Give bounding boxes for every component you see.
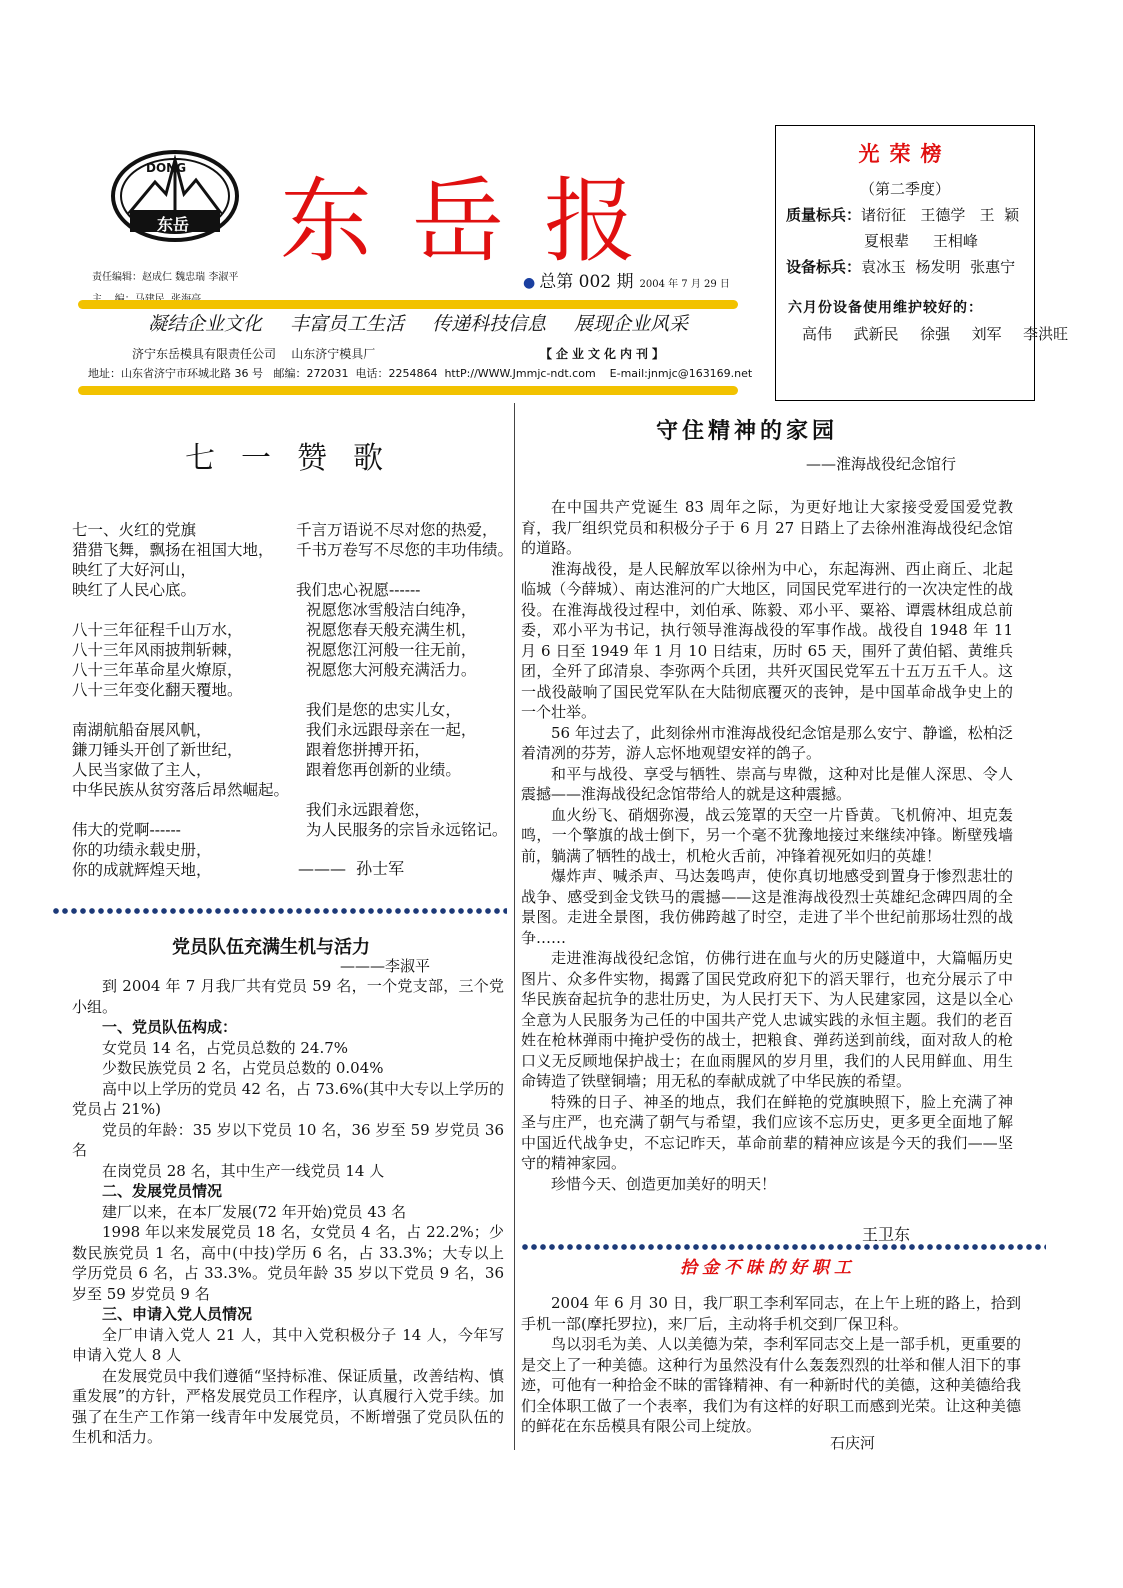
- issue-number: 总第 002 期: [539, 272, 634, 292]
- paragraph: 56 年过去了，此刻徐州市淮海战役纪念馆是那么安宁、静谧，松柏泛着清冽的芬芳，游人忘怀地观望安祥的鸽子。: [521, 723, 1013, 762]
- paragraph: 特殊的日子、神圣的地点，我们在鲜艳的党旗映照下，脸上充满了神圣与庄严，也充满了朝气与希望，我们应该不忘历史，更多更全面地了解中国近代战争史，不忘记昨天，革命前辈的精神应该是今天的我们——坚守的精神家园。: [521, 1092, 1013, 1172]
- section-divider-right: [521, 1244, 1046, 1250]
- issue-info: [523, 267, 730, 292]
- paragraph: 珍惜今天、创造更加美好的明天！: [551, 1174, 777, 1193]
- quality-names: 诸衍征 王德学 王 颖: [861, 206, 1020, 224]
- paragraph: 爆炸声、喊杀声、马达轰鸣声，使你真切地感受到置身于惨烈悲壮的战争、感受到金戈铁马的震撼——这是淮海战役烈士英雄纪念碑四周的全景图。走进全景图，我仿佛跨越了时空，走进了半个世纪前那场壮烈的战争……: [521, 867, 1013, 947]
- logo-text-bottom: 东岳: [157, 215, 190, 234]
- paragraph: 2004 年 6 月 30 日，我厂职工李利军同志，在上午上班的路上，拾到手机一部(摩托罗拉)，来厂后，主动将手机交到厂保卫科。: [521, 1294, 1021, 1333]
- huaihai-article-body: [521, 497, 1013, 1194]
- honor-roll-box: [775, 125, 1069, 401]
- slogan: 凝结企业文化 丰富员工生活 传递科技信息 展现企业风采: [148, 313, 689, 335]
- paragraph: 党员的年龄：35 岁以下党员 10 名，36 岁至 59 岁党员 36 名: [72, 1120, 504, 1159]
- paragraph: 高中以上学历的党员 42 名，占 73.6%(其中大专以上学历的党员占 21%): [72, 1079, 504, 1118]
- section-divider-left: [52, 908, 507, 914]
- issue-date: 2004 年 7 月 29 日: [639, 279, 730, 290]
- honest-article-title: 拾金不昧的好职工: [680, 1258, 856, 1278]
- paragraph: 在中国共产党诞生 83 周年之际，为更好地让大家接受爱国爱党教育，我厂组织党员和积极分子于 6 月 27 日踏上了去徐州淮海战役纪念馆的道路。: [521, 498, 1013, 557]
- header-rule-bottom: [78, 386, 738, 395]
- quality-label: 质量标兵：: [786, 206, 862, 224]
- equipment-names: 袁冰玉 杨发明 张惠宁: [861, 258, 1016, 276]
- party-article-body: [72, 976, 504, 1448]
- dongyue-logo: [110, 150, 240, 242]
- paragraph: 一、党员队伍构成：: [102, 1018, 238, 1036]
- quality-names-2: 夏根辈 王相峰: [864, 232, 978, 250]
- paragraph: 和平与战役、享受与牺牲、崇高与卑微，这种对比是催人深思、令人震撼——淮海战役纪念馆带给人的就是这种震撼。: [521, 764, 1013, 803]
- paragraph: 淮海战役，是人民解放军以徐州为中心，东起海洲、西止商丘、北起临城（今薛城）、南达淮河的广大地区，同国民党军进行的一次决定性的战役。在淮海战役过程中，刘伯承、陈毅、邓小平、粟裕、谭震林组成总前委，邓小平为书记，执行领导淮海战役的军事作战。战役自 1948 年 11 月 6 日至 1949 年 1 月 10 日结束，历时 65 天，围歼了黄伯韬、黄维兵团，全歼了邱清泉、李弥两个兵团，共歼灭国民党军五十五万五千人。这一战役敲响了国民党军队在大陆彻底覆灭的丧钟，是中国革命战争史上的一个壮举。: [521, 559, 1013, 721]
- logo-text-top: DONG: [146, 161, 187, 175]
- paragraph: 在岗党员 28 名，其中生产一线党员 14 人: [102, 1161, 385, 1180]
- honor-title: 光荣榜: [858, 141, 952, 166]
- huaihai-article-subtitle: ——淮海战役纪念馆行: [806, 455, 957, 473]
- poem-column-2: 千言万语说不尽对您的热爱， 千书万卷写不尽您的丰功伟绩。 我们忠心祝愿------ 祝愿您冰雪般洁白纯净， 祝愿您春天般充满生机， 祝愿您江河般一往无前， 祝愿您大河般充满活力。 我们是您的忠实儿女， 我们永远跟母亲在一起， 跟着您拼搏开拓， 跟着您再创新的业绩。 我们永远跟着您， 为人民服务的宗旨永远铭记。: [296, 521, 514, 839]
- paragraph: 全厂申请入党人 21 人，其中入党积极分子 14 人，今年写申请入党人 8 人: [72, 1325, 504, 1364]
- paragraph: 1998 年以来发展党员 18 名，女党员 4 名，占 22.2%；少数民族党员 1 名，高中(中技)学历 6 名，占 33.3%；大专以上学历党员 6 名，占 33.3%。党员年龄 35 岁以下党员 9 名，36 岁至 59 岁党员 9 名: [72, 1223, 504, 1303]
- equipment-row: [786, 256, 1034, 277]
- internal-publication-label: 【企业文化内刊】: [540, 347, 669, 361]
- june-note: 六月份设备使用维护较好的：: [788, 300, 983, 316]
- paragraph: 走进淮海战役纪念馆，仿佛行进在血与火的历史隧道中，大篇幅历史图片、众多件实物，揭露了国民党政府犯下的滔天罪行，也充分展示了中华民族奋起抗争的悲壮历史，为人民打天下、为人民建家园，这是以全心全意为人民服务为己任的中国共产党人忠诚实践的永恒主题。我们的老百姓在枪林弹雨中掩护受伤的战士，把粮食、弹药送到前线，面对敌人的枪口义无反顾地保护战士；在血雨腥风的岁月里，我们的人民用鲜血、用生命铸造了铁壁铜墙；用无私的奉献成就了中华民族的希望。: [521, 949, 1013, 1090]
- paragraph: 鸟以羽毛为美、人以美德为荣，李利军同志交上是一部手机，更重要的是交上了一种美德。这种行为虽然没有什么轰轰烈烈的壮举和催人泪下的事迹，可他有一种拾金不昧的雷锋精神、有一种新时代的美德，这种美德给我们全体职工做了一个表率，我们为有这样的好职工而感到光荣。让这种美德的鲜花在东岳模具有限公司上绽放。: [521, 1335, 1021, 1435]
- poem-author: ——— 孙士军: [298, 859, 405, 878]
- equipment-label: 设备标兵：: [786, 258, 862, 276]
- poem-title: 七一赞歌: [185, 441, 409, 476]
- huaihai-article-title: 守住精神的家园: [656, 419, 839, 444]
- header-rule-top: [78, 300, 738, 309]
- honest-article-body: [521, 1293, 1021, 1437]
- party-article-author: ———李淑平: [340, 957, 431, 975]
- paragraph: 建厂以来，在本厂发展(72 年开始)党员 43 名: [102, 1202, 407, 1221]
- honor-subtitle: （第二季度）: [859, 180, 950, 198]
- paragraph: 在发展党员中我们遵循“坚持标准、保证质量，改善结构、慎重发展”的方针，严格发展党员工作程序，认真履行入党手续。加强了在生产工作第一线青年中发展党员，不断增强了党员队伍的生机和活力。: [72, 1366, 504, 1446]
- company-name: 济宁东岳模具有限责任公司 山东济宁模具厂: [132, 347, 376, 361]
- paragraph: 少数民族党员 2 名，占党员总数的 0.04%: [102, 1059, 384, 1077]
- paragraph: 女党员 14 名，占党员总数的 24.7%: [102, 1038, 349, 1057]
- honest-article-author: 石庆河: [830, 1434, 876, 1452]
- party-article-title: 党员队伍充满生机与活力: [172, 937, 370, 958]
- column-divider: [514, 403, 515, 1450]
- paragraph: 到 2004 年 7 月我厂共有党员 59 名，一个党支部，三个党小组。: [72, 977, 504, 1016]
- paragraph: 三、申请入党人员情况: [102, 1305, 253, 1323]
- paragraph: 血火纷飞、硝烟弥漫，战云笼罩的天空一片昏黄。飞机俯冲、坦克轰鸣，一个擎旗的战士倒下，另一个毫不犹豫地接过来继续冲锋。断壁残墙前，躺满了牺牲的战士，机枪火舌前，冲锋着视死如归的英雄！: [521, 805, 1013, 865]
- bullet-icon: ●: [523, 275, 536, 291]
- newspaper-title: 东岳报: [280, 168, 677, 275]
- staff-editors: 责任编辑：赵成仁 魏忠瑞 李淑平: [92, 272, 239, 283]
- poem-column-1: 七一、火红的党旗 猎猎飞舞，飘扬在祖国大地， 映红了大好河山， 映红了人民心底。 八十三年征程千山万水， 八十三年风雨披荆斩棘， 八十三年革命星火燎原， 八十三年变化翻天覆地。 南湖航船奋展风帆， 鎌刀锤头开创了新世纪， 人民当家做了主人， 中华民族从贫穷落后昂然崛起。 伟大的党啊------ 你的功绩永载史册， 你的成就辉煌天地，: [72, 521, 290, 879]
- june-names: 高伟 武新民 徐强 刘军 李洪旺: [802, 325, 1069, 343]
- huaihai-article-author: 王卫东: [862, 1225, 911, 1244]
- quality-row: [786, 204, 1034, 225]
- paragraph: 二、发展党员情况: [102, 1182, 223, 1200]
- contact-address: 地址：山东省济宁市环城北路 36 号 邮编：272031 电话：2254864 httP://WWW.Jmmjc-ndt.com E-mail:jnmjc@163169.net: [88, 367, 753, 380]
